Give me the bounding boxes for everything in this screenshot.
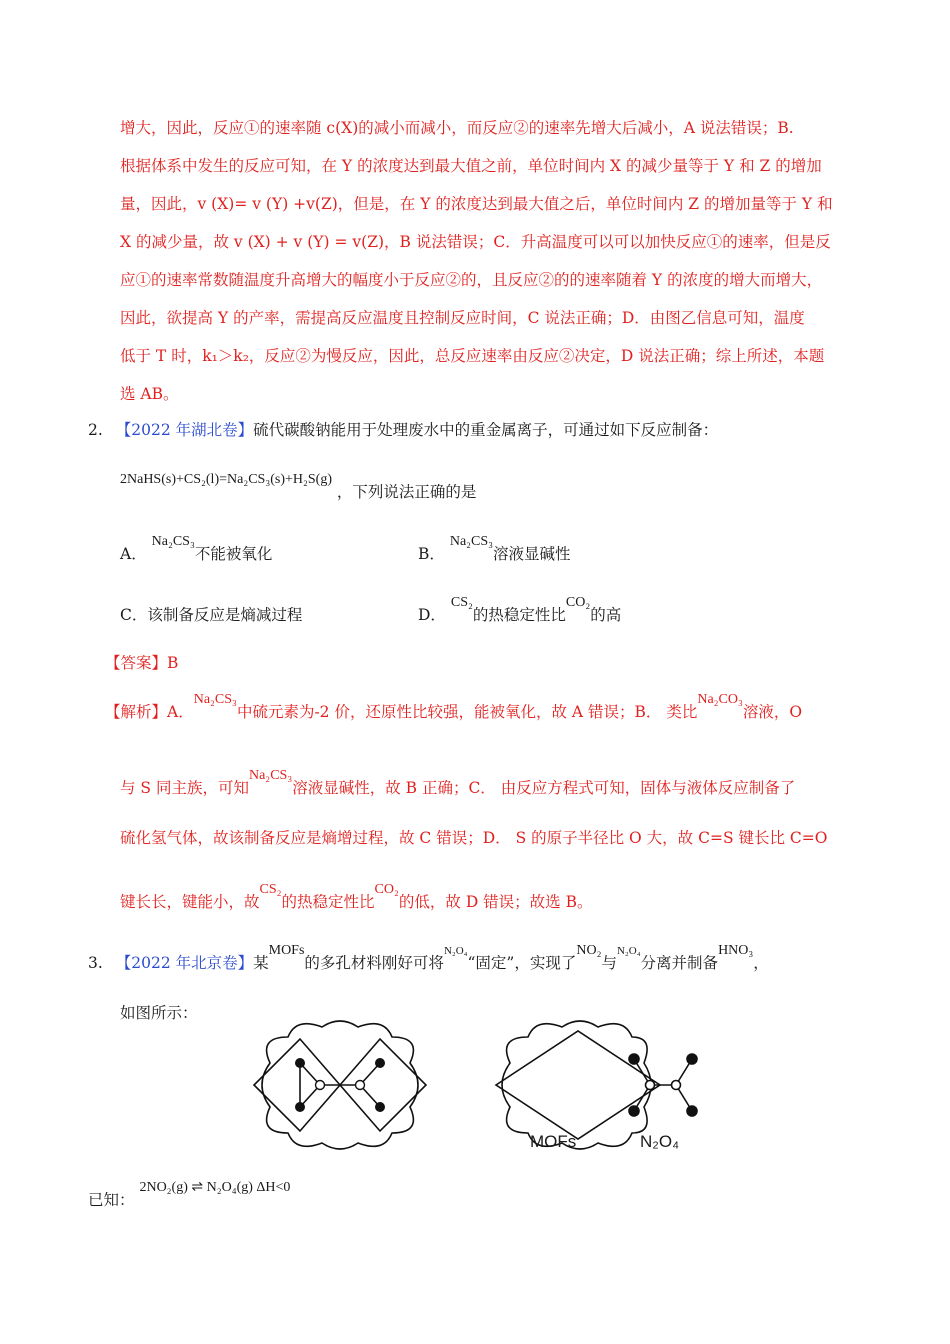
formula-n2o4-b: N₂O₄ [616,945,641,957]
reaction-equation: 2NaHS(s)+CS₂(l)=Na₂CS₃(s)+H₂S(g) [120,472,332,487]
question-number: 2. [88,421,103,439]
prev-explanation-line-6: 因此，欲提高 Y 的产率，需提高反应温度且控制反应时间，C 说法正确；D．由图乙信息可知，温度 [120,309,805,327]
oxygen-atom [629,1054,639,1064]
question-text: 分离并制备 [640,954,719,972]
question-text: “固定”，实现了 [467,954,577,972]
explanation-formula: Na₂CS₃ [193,692,237,707]
figure-label-n2o4: N₂O₄ [640,1132,680,1151]
explanation-formula: Na₂CO₃ [697,692,743,707]
question-text: 的多孔材料刚好可将 [304,954,444,972]
prev-explanation-line-5: 应①的速率常数随温度升高增大的幅度小于反应②的，且反应②的的速率随着 Y 的浓度的增大而增大， [120,271,823,289]
question-source: 【2022 年北京卷】 [115,954,254,972]
oxygen-atom [375,1058,385,1068]
option-d-formula-2: CO₂ [565,595,591,610]
explanation-text: 溶液显碱性，故 B 正确；C． 由反应方程式可知，固体与液体反应制备了 [292,779,796,797]
explanation-formula: Na₂CS₃ [248,768,293,783]
equation-tail-text: ，下列说法正确的是 [336,483,477,501]
empty-mof-structure [496,1021,660,1149]
explanation-line-1 [105,692,803,724]
nitrogen-atom [356,1081,365,1090]
option-b-label: B． [418,545,445,563]
explanation-text: 的热稳定性比 [281,893,375,911]
explanation-line-3: 硫化氢气体，故该制备反应是熵增过程，故 C 错误；D． S 的原子半径比 O 大，故 C=S 键长比 C=O [120,829,828,847]
option-d-text-2: 的高 [590,606,622,624]
explanation-line-4 [120,882,593,914]
oxygen-atom [295,1102,305,1112]
option-a-formula: Na₂CS₃ [151,534,195,549]
answer-value: B [167,654,179,672]
mof-with-n2o4-structure [254,1021,426,1149]
prev-explanation-line-2: 根据体系中发生的反应可知，在 Y 的浓度达到最大值之前，单位时间内 X 的减少量等于 Y 和 Z 的增加 [120,157,822,175]
option-c[interactable] [120,605,302,625]
question-text: 与 [601,954,617,972]
oxygen-atom [629,1106,639,1116]
option-c-text: 该制备反应是熵减过程 [147,606,303,624]
nitrogen-atom [646,1081,655,1090]
formula-hno3: HNO₃ [718,943,754,958]
formula-no2: NO₂ [576,943,602,958]
oxygen-atom [687,1106,697,1116]
prev-explanation-line-1: 增大，因此，反应①的速率随 c(X)的减小而减小，而反应②的速率先增大后减小，A 说法错误；B. [120,119,794,137]
formula-n2o4: N₂O₄ [443,945,468,957]
prev-explanation-line-7: 低于 T 时，k₁＞k₂，反应②为慢反应，因此，总反应速率由反应②决定，D 说法正确；综上所述，本题 [120,347,825,365]
option-a[interactable] [120,534,273,566]
option-c-label: C． [120,606,148,624]
option-d[interactable] [418,595,622,627]
explanation-formula: CS₂ [259,882,282,897]
prev-explanation-line-4: X 的减少量，故 v (X) + v (Y) = v(Z)，B 说法错误；C．升高温度可以可以加快反应①的速率，但是反 [120,233,831,251]
option-b-text: 溶液显碱性 [493,545,571,563]
option-d-label: D． [418,606,446,624]
figure-label-mofs: MOFs [530,1132,577,1151]
nitrogen-atom [316,1081,325,1090]
known-label: 已知： [88,1191,135,1209]
prev-explanation-line-3: 量，因此，v (X)= v (Y) +v(Z)，但是，在 Y 的浓度达到最大值之后，单位时间内 Z 的增加量等于 Y 和 [120,195,833,213]
explanation-text: 与 S 同主族，可知 [120,779,249,797]
question-text: 硫代碳酸钠能用于处理废水中的重金属离子，可通过如下反应制备： [253,421,719,439]
question-3-stem [88,943,769,975]
explanation-text: 中硫元素为-2 价，还原性比较强，能被氧化，故 A 错误；B． 类比 [236,703,698,721]
nitrogen-atom [672,1081,681,1090]
option-d-formula-1: CS₂ [450,595,473,610]
prev-explanation-line-8: 选 AB。 [120,385,179,403]
question-source: 【2022 年湖北卷】 [115,421,254,439]
question-text: 某 [253,954,269,972]
explanation-text: 的低，故 D 错误；故选 B。 [398,893,593,911]
formula-mofs: MOFs [268,943,305,958]
explanation-line-2 [120,768,796,800]
explanation-label: 【解析】 [105,703,168,721]
option-a-label: A． [120,545,147,563]
oxygen-atom [295,1058,305,1068]
answer-line [105,653,178,673]
question-text: ， [753,954,769,972]
explanation-text: 溶液，O [742,703,803,721]
explanation-formula: CO₂ [374,882,399,897]
question-2-stem [88,420,718,440]
answer-label: 【答案】 [105,654,168,672]
option-d-text-1: 的热稳定性比 [472,606,566,624]
explanation-text: A． [167,703,194,721]
explanation-text: 键长长，键能小，故 [120,893,260,911]
oxygen-atom [687,1054,697,1064]
option-b[interactable] [418,534,571,566]
question-3-continuation: 如图所示： [120,1004,198,1022]
option-a-text: 不能被氧化 [194,545,273,563]
reaction-equation-line [120,468,477,501]
known-condition-line [88,1180,291,1212]
n2o4-molecule [629,1054,697,1116]
known-equation: 2NO₂(g) ⇌ N₂O₄(g) ΔH<0 [139,1180,291,1195]
option-b-formula: Na₂CS₃ [449,534,494,549]
oxygen-atom [375,1102,385,1112]
question-number: 3. [88,954,103,972]
